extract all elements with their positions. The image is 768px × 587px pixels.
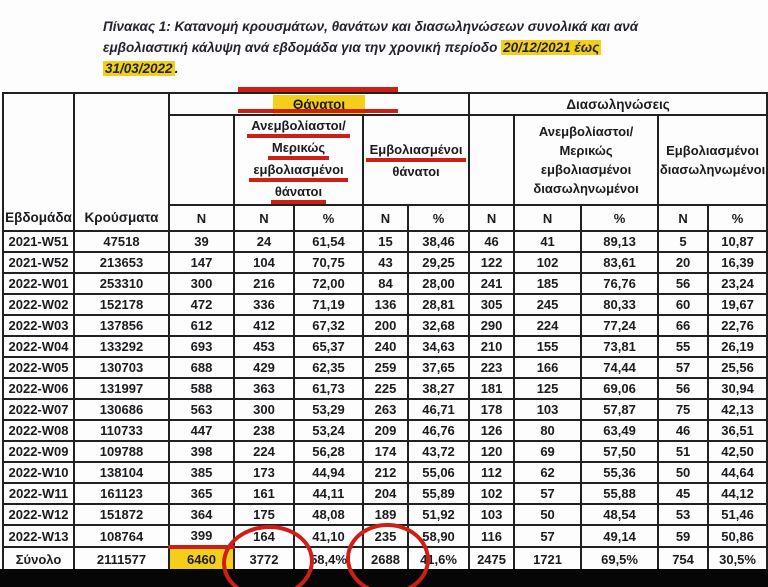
cell-deaths_unvax_pct: 65,37 bbox=[294, 336, 363, 357]
cell-intub_vax_n: 57 bbox=[658, 357, 708, 378]
cell-intub_total_n: 120 bbox=[469, 441, 514, 462]
cell-intub_vax_n: 45 bbox=[658, 483, 708, 504]
data-table bbox=[2, 92, 768, 574]
cell-intub_total_n: 116 bbox=[469, 525, 514, 547]
table-row bbox=[3, 525, 767, 547]
cell-deaths_unvax_pct: 53,24 bbox=[294, 420, 363, 441]
cell-deaths_total_n: 588 bbox=[169, 378, 234, 399]
table-row bbox=[3, 294, 767, 315]
cell-cases: 151872 bbox=[74, 504, 169, 525]
cell-deaths_unvax_n: 3772 bbox=[234, 547, 294, 572]
cell-intub_unvax_pct: 55,88 bbox=[581, 483, 658, 504]
cell-intub_unvax_n: 62 bbox=[514, 462, 581, 483]
cell-deaths_total_n: 398 bbox=[169, 441, 234, 462]
cell-intub_total_n: 46 bbox=[469, 231, 514, 252]
cell-cases: 213653 bbox=[74, 252, 169, 273]
cell-intub_unvax_pct: 80,33 bbox=[581, 294, 658, 315]
cell-intub_vax_n: 60 bbox=[658, 294, 708, 315]
header-intub-unvaccinated: Ανεμβολίαστοι/ Μερικώς εμβολιασμένοι διασωληνωμένοι bbox=[514, 115, 658, 205]
cell-deaths_vax_pct: 32,68 bbox=[408, 315, 469, 336]
cell-cases: 152178 bbox=[74, 294, 169, 315]
cell-intub_total_n: 181 bbox=[469, 378, 514, 399]
cell-deaths_unvax_n: 216 bbox=[234, 273, 294, 294]
cell-week: 2022-W08 bbox=[3, 420, 74, 441]
cell-intub_vax_pct: 25,56 bbox=[708, 357, 767, 378]
cell-intub_total_n: 223 bbox=[469, 357, 514, 378]
cell-deaths_vax_pct: 41,6% bbox=[408, 547, 469, 572]
cell-deaths_total_n: 365 bbox=[169, 483, 234, 504]
cell-intub_total_n: 126 bbox=[469, 420, 514, 441]
cell-deaths_vax_n: 174 bbox=[363, 441, 408, 462]
cell-deaths_unvax_n: 336 bbox=[234, 294, 294, 315]
cell-deaths_vax_pct: 28,81 bbox=[408, 294, 469, 315]
cell-deaths_total_n: 6460 bbox=[169, 547, 234, 572]
cell-intub_unvax_n: 80 bbox=[514, 420, 581, 441]
cell-cases: 130703 bbox=[74, 357, 169, 378]
cell-intub_unvax_pct: 77,24 bbox=[581, 315, 658, 336]
cell-deaths_unvax_pct: 58,4% bbox=[294, 547, 363, 572]
cell-intub_unvax_pct: 48,54 bbox=[581, 504, 658, 525]
cell-deaths_total_n: 300 bbox=[169, 273, 234, 294]
cell-intub_vax_pct: 36,51 bbox=[708, 420, 767, 441]
cell-deaths_total_n: 385 bbox=[169, 462, 234, 483]
cell-deaths_unvax_pct: 44,94 bbox=[294, 462, 363, 483]
cell-deaths_unvax_n: 363 bbox=[234, 378, 294, 399]
cell-cases: 137856 bbox=[74, 315, 169, 336]
header-n: N bbox=[169, 205, 234, 231]
cell-intub_vax_n: 5 bbox=[658, 231, 708, 252]
cell-deaths_unvax_pct: 53,29 bbox=[294, 399, 363, 420]
header-cases: Κρούσματα bbox=[74, 93, 169, 231]
cell-deaths_total_n: 563 bbox=[169, 399, 234, 420]
cell-intub_vax_pct: 44,12 bbox=[708, 483, 767, 504]
deaths-total-blank-cell bbox=[169, 115, 234, 205]
cell-deaths_vax_n: 263 bbox=[363, 399, 408, 420]
cell-cases: 133292 bbox=[74, 336, 169, 357]
cell-intub_vax_pct: 26,19 bbox=[708, 336, 767, 357]
cell-intub_vax_n: 75 bbox=[658, 399, 708, 420]
table-row bbox=[3, 315, 767, 336]
cell-intub_vax_n: 50 bbox=[658, 462, 708, 483]
cell-deaths_vax_pct: 29,25 bbox=[408, 252, 469, 273]
cell-deaths_vax_pct: 55,89 bbox=[408, 483, 469, 504]
cell-intub_total_n: 241 bbox=[469, 273, 514, 294]
cell-deaths_unvax_pct: 61,54 bbox=[294, 231, 363, 252]
cell-deaths_unvax_n: 24 bbox=[234, 231, 294, 252]
cell-week: 2022-W04 bbox=[3, 336, 74, 357]
cell-intub_unvax_n: 103 bbox=[514, 399, 581, 420]
cell-intub_unvax_n: 69 bbox=[514, 441, 581, 462]
cell-week: 2022-W06 bbox=[3, 378, 74, 399]
cell-deaths_vax_pct: 51,92 bbox=[408, 504, 469, 525]
cell-intub_vax_n: 56 bbox=[658, 273, 708, 294]
cell-deaths_unvax_pct: 44,11 bbox=[294, 483, 363, 504]
cell-cases: 253310 bbox=[74, 273, 169, 294]
title-line-2: εμβολιαστική κάλυψη ανά εβδομάδα για την χρονική περίοδο 20/12/2021 έως bbox=[103, 40, 600, 55]
cell-intub_vax_n: 59 bbox=[658, 525, 708, 547]
cell-deaths_unvax_n: 104 bbox=[234, 252, 294, 273]
cell-deaths_total_n: 39 bbox=[169, 231, 234, 252]
cell-intub_vax_pct: 51,46 bbox=[708, 504, 767, 525]
cell-deaths_total_n: 472 bbox=[169, 294, 234, 315]
cell-intub_vax_pct: 42,50 bbox=[708, 441, 767, 462]
cell-week: 2022-W01 bbox=[3, 273, 74, 294]
cell-deaths_unvax_n: 224 bbox=[234, 441, 294, 462]
cell-deaths_unvax_pct: 72,00 bbox=[294, 273, 363, 294]
cell-intub_unvax_pct: 73,81 bbox=[581, 336, 658, 357]
cell-cases: 2111577 bbox=[74, 547, 169, 572]
cell-intub_unvax_pct: 57,50 bbox=[581, 441, 658, 462]
cell-intub_unvax_pct: 49,14 bbox=[581, 525, 658, 547]
deaths-yellow-highlight: Θάνατοι bbox=[273, 95, 365, 114]
group-header-intubations: Διασωληνώσεις bbox=[469, 93, 767, 115]
cell-intub_unvax_n: 1721 bbox=[514, 547, 581, 572]
header-n: N bbox=[469, 205, 514, 231]
cell-intub_unvax_pct: 89,13 bbox=[581, 231, 658, 252]
cell-deaths_vax_n: 225 bbox=[363, 378, 408, 399]
header-deaths-unvaccinated: Ανεμβολίαστοι/ Μερικώς εμβολιασμένοι θάνατοι bbox=[234, 115, 363, 205]
cell-intub_vax_pct: 30,5% bbox=[708, 547, 767, 572]
cell-deaths_vax_n: 259 bbox=[363, 357, 408, 378]
title-line-3: 31/03/2022 . bbox=[105, 61, 179, 76]
cell-intub_vax_pct: 42,13 bbox=[708, 399, 767, 420]
cell-deaths_vax_n: 240 bbox=[363, 336, 408, 357]
cell-deaths_vax_n: 212 bbox=[363, 462, 408, 483]
cell-intub_vax_pct: 19,67 bbox=[708, 294, 767, 315]
cell-intub_unvax_pct: 69,5% bbox=[581, 547, 658, 572]
cell-deaths_vax_n: 189 bbox=[363, 504, 408, 525]
table-row bbox=[3, 231, 767, 252]
cell-intub_vax_n: 55 bbox=[658, 336, 708, 357]
cell-deaths_unvax_pct: 61,73 bbox=[294, 378, 363, 399]
cell-deaths_total_n: 612 bbox=[169, 315, 234, 336]
table-row bbox=[3, 399, 767, 420]
cell-intub_unvax_n: 41 bbox=[514, 231, 581, 252]
table-row bbox=[3, 441, 767, 462]
cell-deaths_vax_n: 200 bbox=[363, 315, 408, 336]
cell-deaths_vax_n: 235 bbox=[363, 525, 408, 547]
cell-intub_total_n: 210 bbox=[469, 336, 514, 357]
header-pct: % bbox=[408, 205, 469, 231]
table-row bbox=[3, 483, 767, 504]
cell-week: 2022-W07 bbox=[3, 399, 74, 420]
cell-deaths_unvax_n: 300 bbox=[234, 399, 294, 420]
cell-intub_vax_n: 66 bbox=[658, 315, 708, 336]
cell-intub_unvax_pct: 63,49 bbox=[581, 420, 658, 441]
cell-cases: 47518 bbox=[74, 231, 169, 252]
cell-intub_total_n: 305 bbox=[469, 294, 514, 315]
cell-cases: 161123 bbox=[74, 483, 169, 504]
cell-intub_unvax_n: 166 bbox=[514, 357, 581, 378]
cell-intub_vax_pct: 30,94 bbox=[708, 378, 767, 399]
cell-deaths_total_n: 399 bbox=[169, 525, 234, 547]
cell-cases: 131997 bbox=[74, 378, 169, 399]
header-n: N bbox=[514, 205, 581, 231]
header-pct: % bbox=[708, 205, 767, 231]
cell-intub_vax_n: 53 bbox=[658, 504, 708, 525]
header-deaths-vaccinated: Εμβολιασμένοι θάνατοι bbox=[363, 115, 469, 205]
cell-intub_unvax_n: 50 bbox=[514, 504, 581, 525]
header-pct: % bbox=[294, 205, 363, 231]
cell-deaths_vax_n: 2688 bbox=[363, 547, 408, 572]
cell-intub_total_n: 112 bbox=[469, 462, 514, 483]
cell-intub_total_n: 103 bbox=[469, 504, 514, 525]
cell-intub_vax_n: 51 bbox=[658, 441, 708, 462]
cell-deaths_vax_pct: 43,72 bbox=[408, 441, 469, 462]
cell-intub_vax_pct: 23,24 bbox=[708, 273, 767, 294]
cell-deaths_vax_pct: 38,27 bbox=[408, 378, 469, 399]
cell-cases: 130686 bbox=[74, 399, 169, 420]
cell-intub_unvax_n: 102 bbox=[514, 252, 581, 273]
cell-deaths_unvax_n: 164 bbox=[234, 525, 294, 547]
table-row bbox=[3, 378, 767, 399]
cell-intub_unvax_n: 57 bbox=[514, 525, 581, 547]
cell-intub_unvax_pct: 76,76 bbox=[581, 273, 658, 294]
cell-deaths_vax_pct: 38,46 bbox=[408, 231, 469, 252]
cell-intub_unvax_n: 155 bbox=[514, 336, 581, 357]
cell-cases: 108764 bbox=[74, 525, 169, 547]
cell-deaths_vax_pct: 55,06 bbox=[408, 462, 469, 483]
cell-deaths_total_n: 688 bbox=[169, 357, 234, 378]
cell-deaths_unvax_pct: 71,19 bbox=[294, 294, 363, 315]
cell-deaths_vax_pct: 37,65 bbox=[408, 357, 469, 378]
table-row bbox=[3, 252, 767, 273]
cell-week: 2022-W11 bbox=[3, 483, 74, 504]
cell-week: 2022-W02 bbox=[3, 294, 74, 315]
cell-intub_unvax_pct: 69,06 bbox=[581, 378, 658, 399]
cell-deaths_vax_n: 43 bbox=[363, 252, 408, 273]
cell-intub_vax_pct: 22,76 bbox=[708, 315, 767, 336]
header-n: N bbox=[363, 205, 408, 231]
cell-intub_unvax_pct: 74,44 bbox=[581, 357, 658, 378]
intub-total-blank-cell bbox=[469, 115, 514, 205]
group-header-deaths bbox=[169, 93, 469, 115]
cell-intub_vax_n: 20 bbox=[658, 252, 708, 273]
cell-intub_vax_pct: 50,86 bbox=[708, 525, 767, 547]
cell-week: 2022-W12 bbox=[3, 504, 74, 525]
cell-deaths_vax_n: 204 bbox=[363, 483, 408, 504]
cell-deaths_unvax_n: 175 bbox=[234, 504, 294, 525]
cell-week: Σύνολο bbox=[3, 547, 74, 572]
table-title bbox=[103, 16, 743, 79]
cell-intub_unvax_n: 245 bbox=[514, 294, 581, 315]
cell-intub_vax_n: 56 bbox=[658, 378, 708, 399]
cell-deaths_unvax_pct: 41,10 bbox=[294, 525, 363, 547]
cell-deaths_vax_n: 209 bbox=[363, 420, 408, 441]
cell-deaths_unvax_n: 161 bbox=[234, 483, 294, 504]
cell-deaths_unvax_n: 453 bbox=[234, 336, 294, 357]
header-n: N bbox=[234, 205, 294, 231]
cell-week: 2022-W10 bbox=[3, 462, 74, 483]
cell-intub_vax_pct: 16,39 bbox=[708, 252, 767, 273]
cell-intub_total_n: 290 bbox=[469, 315, 514, 336]
cell-deaths_vax_n: 15 bbox=[363, 231, 408, 252]
table-row bbox=[3, 504, 767, 525]
table-row bbox=[3, 462, 767, 483]
cell-week: 2022-W05 bbox=[3, 357, 74, 378]
cell-deaths_unvax_pct: 70,75 bbox=[294, 252, 363, 273]
header-week: Εβδομάδα bbox=[3, 93, 74, 231]
header-n: N bbox=[658, 205, 708, 231]
table-row bbox=[3, 420, 767, 441]
cell-cases: 110733 bbox=[74, 420, 169, 441]
cell-deaths_total_n: 693 bbox=[169, 336, 234, 357]
cell-week: 2022-W03 bbox=[3, 315, 74, 336]
cell-deaths_unvax_pct: 56,28 bbox=[294, 441, 363, 462]
cell-intub_vax_n: 46 bbox=[658, 420, 708, 441]
cell-intub_unvax_n: 57 bbox=[514, 483, 581, 504]
cell-cases: 109788 bbox=[74, 441, 169, 462]
cell-deaths_unvax_n: 412 bbox=[234, 315, 294, 336]
cell-intub_vax_n: 754 bbox=[658, 547, 708, 572]
cell-intub_total_n: 178 bbox=[469, 399, 514, 420]
header-pct: % bbox=[581, 205, 658, 231]
cell-intub_unvax_n: 185 bbox=[514, 273, 581, 294]
cell-week: 2021-W51 bbox=[3, 231, 74, 252]
cell-intub_unvax_n: 224 bbox=[514, 315, 581, 336]
cell-deaths_total_n: 364 bbox=[169, 504, 234, 525]
cell-deaths_unvax_n: 173 bbox=[234, 462, 294, 483]
cell-intub_vax_pct: 44,64 bbox=[708, 462, 767, 483]
bottom-black-bar bbox=[0, 569, 768, 587]
cell-deaths_vax_pct: 58,90 bbox=[408, 525, 469, 547]
table-row bbox=[3, 273, 767, 294]
cell-deaths_vax_n: 84 bbox=[363, 273, 408, 294]
cell-deaths_unvax_pct: 48,08 bbox=[294, 504, 363, 525]
cell-intub_total_n: 2475 bbox=[469, 547, 514, 572]
cell-cases: 138104 bbox=[74, 462, 169, 483]
cell-deaths_unvax_pct: 62,35 bbox=[294, 357, 363, 378]
cell-week: 2022-W09 bbox=[3, 441, 74, 462]
cell-deaths_vax_pct: 46,76 bbox=[408, 420, 469, 441]
cell-week: 2022-W13 bbox=[3, 525, 74, 547]
cell-intub_unvax_pct: 57,87 bbox=[581, 399, 658, 420]
cell-deaths_total_n: 447 bbox=[169, 420, 234, 441]
cell-intub_unvax_pct: 83,61 bbox=[581, 252, 658, 273]
cell-intub_total_n: 122 bbox=[469, 252, 514, 273]
cell-deaths_unvax_n: 238 bbox=[234, 420, 294, 441]
group-header-row bbox=[3, 93, 767, 115]
cell-intub_unvax_n: 125 bbox=[514, 378, 581, 399]
table-row bbox=[3, 336, 767, 357]
cell-deaths_unvax_n: 429 bbox=[234, 357, 294, 378]
highlighted-date-start: 20/12/2021 έως bbox=[503, 40, 600, 55]
cell-deaths_vax_pct: 28,00 bbox=[408, 273, 469, 294]
cell-week: 2021-W52 bbox=[3, 252, 74, 273]
cell-deaths_vax_pct: 46,71 bbox=[408, 399, 469, 420]
cell-deaths_total_n: 147 bbox=[169, 252, 234, 273]
cell-deaths_vax_n: 136 bbox=[363, 294, 408, 315]
header-intub-vaccinated: Εμβολιασμένοι διασωληνωμένοι bbox=[658, 115, 767, 205]
cell-intub_total_n: 102 bbox=[469, 483, 514, 504]
cell-intub_vax_pct: 10,87 bbox=[708, 231, 767, 252]
highlighted-date-end: 31/03/2022 bbox=[105, 61, 173, 76]
table-row bbox=[3, 357, 767, 378]
cell-deaths_vax_pct: 34,63 bbox=[408, 336, 469, 357]
title-line-1: Πίνακας 1: Κατανομή κρουσμάτων, θανάτων και διασωληνώσεων συνολικά και ανά bbox=[103, 19, 639, 34]
cell-intub_unvax_pct: 55,36 bbox=[581, 462, 658, 483]
table-body bbox=[3, 231, 767, 572]
cell-deaths_unvax_pct: 67,32 bbox=[294, 315, 363, 336]
